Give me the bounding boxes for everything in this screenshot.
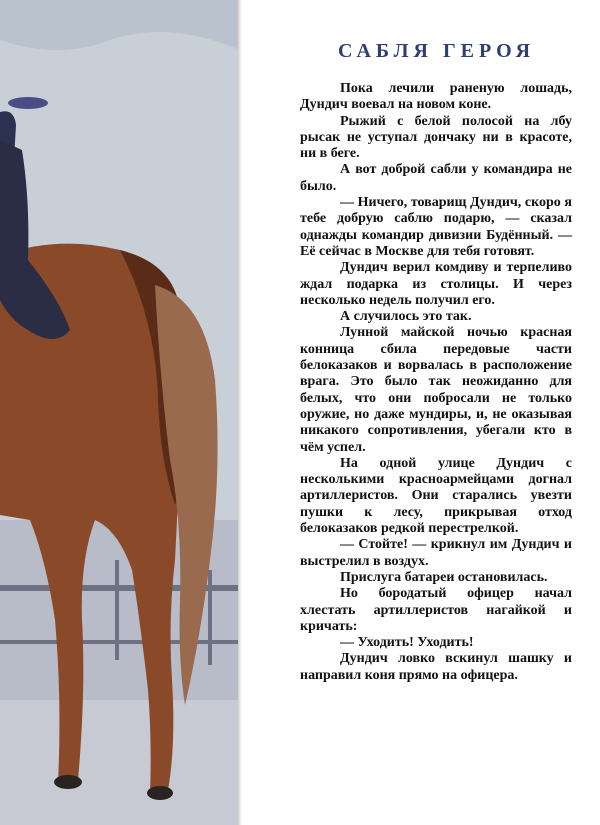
story-paragraph: А вот доброй сабли у командира не было. <box>300 162 572 194</box>
horse-hoof <box>147 786 173 800</box>
page-gutter <box>238 0 242 825</box>
snow-ground <box>0 700 240 825</box>
story-paragraph: Дундич верил комдиву и терпеливо ждал подарка из столицы. И через несколько недель получил его. <box>300 260 572 308</box>
rider-hat <box>8 97 48 109</box>
story-paragraph: Лунной майской ночью красная конница сбила передовые части белоказаков и ворвалась в расположение врага. Это было так неожиданно для белых, что они побросали не только оружие, но даже мундиры, и, не оказывая никакого сопротивления, убегали кто в чём успел. <box>300 325 572 455</box>
horse-illustration <box>0 0 240 825</box>
story-paragraph: Но бородатый офицер начал хлестать артиллеристов нагайкой и кричать: <box>300 586 572 634</box>
story-paragraph: А случилось это так. <box>340 309 472 325</box>
story-paragraph: На одной улице Дундич с несколькими красноармейцами догнал артиллеристов. Они старались увезти пушки к лесу, прикрывая отход белоказаков редкой перестрелкой. <box>300 455 572 537</box>
fence-post <box>208 570 212 665</box>
fence-rail-lower <box>0 640 240 644</box>
story-title: САБЛЯ ГЕРОЯ <box>338 40 536 62</box>
story-paragraph: Прислуга батареи остановилась. <box>340 569 548 585</box>
story-paragraph: — Стойте! — крикнул им Дундич и выстрелил в воздух. <box>300 537 572 569</box>
story-paragraph: Пока лечили раненую лошадь, Дундич воевал на новом коне. <box>300 81 572 113</box>
story-text <box>300 81 572 684</box>
fence-post <box>115 560 119 660</box>
horse-hoof <box>54 775 82 789</box>
story-paragraph: Рыжий с белой полосой на лбу рысак не уступал дончаку ни в красоте, ни в беге. <box>300 113 572 162</box>
story-column <box>300 30 572 684</box>
story-paragraph: Дундич ловко вскинул шашку и направил коня прямо на офицера. <box>300 651 572 683</box>
story-paragraph: — Уходить! Уходить! <box>340 635 474 651</box>
story-paragraph: — Ничего, товарищ Дундич, скоро я тебе добрую саблю подарю, — сказал однажды командир дивизии Будённый. — Её сейчас в Москве для тебя готовят. <box>300 195 572 259</box>
